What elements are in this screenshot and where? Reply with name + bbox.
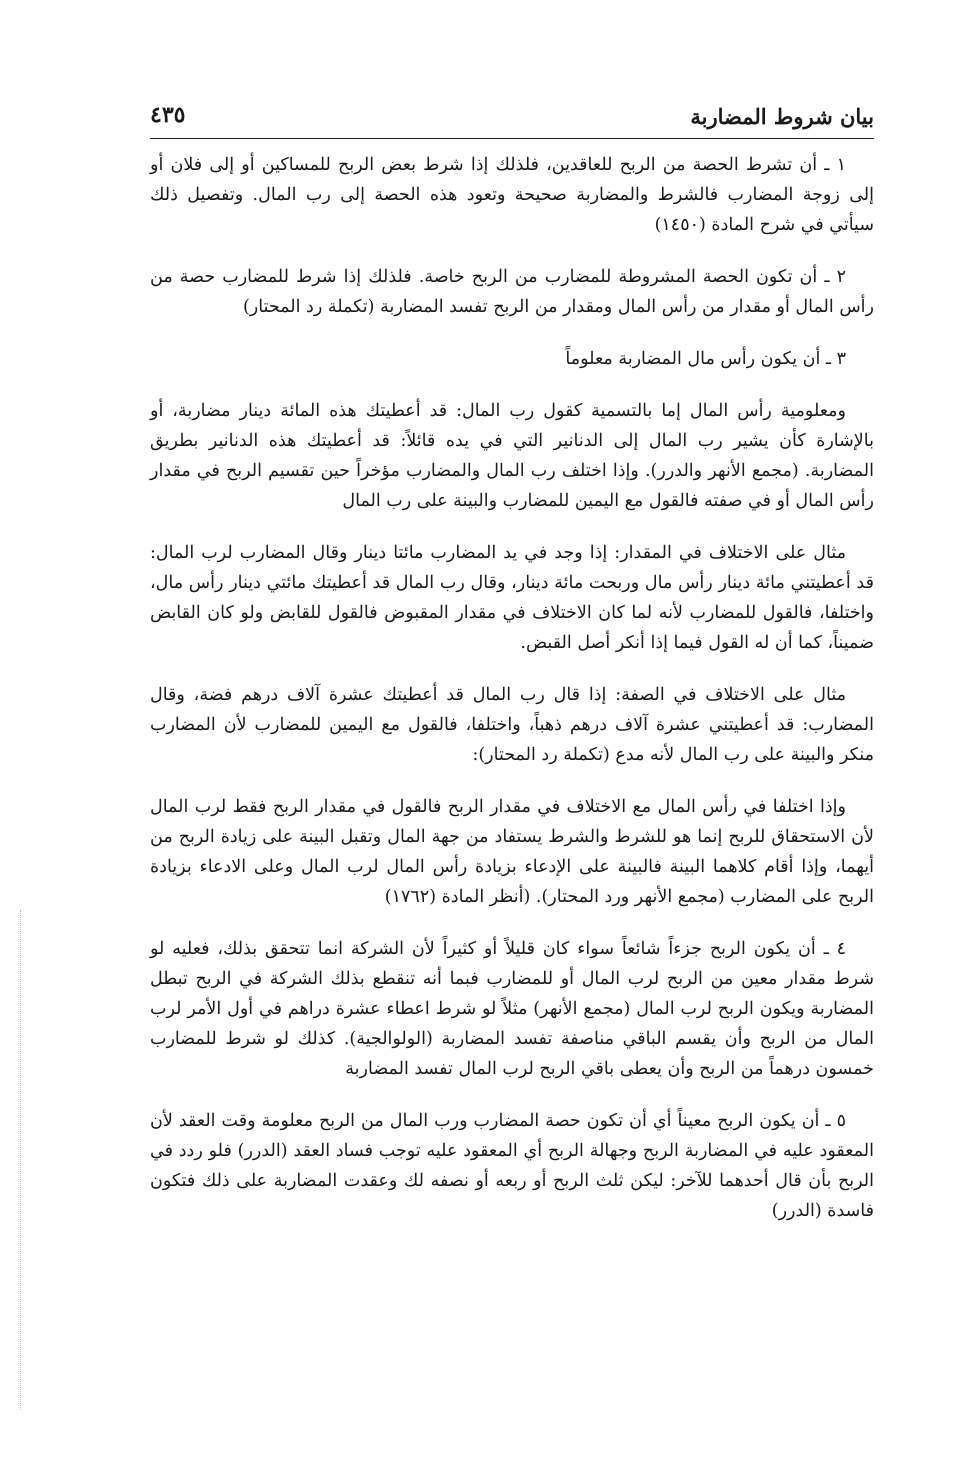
- paragraph-condition-4: ٤ ـ أن يكون الربح جزءاً شائعاً سواء كان قليلاً أو كثيراً لأن الشركة انما تتحقق بذلك، فعليه لو شرط مقدار معين من الربح لرب المال أو للمضارب فبما أنه تنقطع بذلك الشركة في الربح تبطل المضاربة ويكون الربح لرب المال (مجمع الأنهر) مثلاً لو شرط اعطاء عشرة دراهم في أول الأمر لرب المال من الربح وأن يقسم الباقي مناصفة تفسد المضاربة (الولوالجية). كذلك لو شرط للمضارب خمسون درهماً من الربح وأن يعطى باقي الربح لرب المال تفسد المضاربة: [150, 939, 874, 1079]
- margin-dotted-line: [20, 910, 23, 1410]
- paragraph-capital-known: ومعلومية رأس المال إما بالتسمية كقول رب المال: قد أعطيتك هذه المائة دينار مضاربة، أو بالإشارة كأن يشير رب المال إلى الدنانير التي في يده قائلاً: قد أعطيتك هذه الدنانير بطريق المضاربة. (مجمع الأنهر والدرر). وإذا اختلف رب المال والمضارب مؤخراً حين تقسيم الربح في مقدار رأس المال أو في صفته فالقول مع اليمين للمضارب والبينة على رب المال: [150, 401, 874, 511]
- paragraph-condition-1: ١ ـ أن تشرط الحصة من الربح للعاقدين، فلذلك إذا شرط بعض الربح للمساكين أو إلى فلان أو إلى زوجة المضارب فالشرط والمضاربة صحيحة وتعود هذه الحصة إلى رب المال. وتفصيل ذلك سيأتي في شرح المادة (١٤٥٠): [150, 155, 874, 235]
- paragraph-example-quality: مثال على الاختلاف في الصفة: إذا قال رب المال قد أعطيتك عشرة آلاف درهم فضة، وقال المضارب: قد أعطيتني عشرة آلاف درهم ذهباً، واختلفا، فالقول مع اليمين للمضارب لأن المضارب منكر والبينة على رب المال لأنه مدع (تكملة رد المحتار):: [150, 685, 874, 765]
- paragraph-condition-5: ٥ ـ أن يكون الربح معيناً أي أن تكون حصة المضارب ورب المال من الربح معلومة وقت العقد لأن المعقود عليه في المضاربة الربح وجهالة الربح أي المعقود عليه توجب فساد العقد (الدرر) فلو ردد في الربح بأن قال أحدهما للآخر: ليكن ثلث الربح أو ربعه أو نصفه لك وعقدت المضاربة على ذلك فتكون فاسدة (الدرر): [150, 1111, 874, 1221]
- paragraph-capital-profit-dispute: وإذا اختلفا في رأس المال مع الاختلاف في مقدار الربح فالقول في مقدار الربح فقط لرب المال لأن الاستحقاق للربح إنما هو للشرط والشرط يستفاد من جهة المال وتقبل البينة على زيادة الربح من أيهما، وإذا أقام كلاهما البينة فالبينة على الإدعاء بزيادة رأس المال لرب المال وعلى الادعاء بزيادة الربح على المضارب (مجمع الأنهر ورد المحتار). (أنظر المادة (١٧٦٢): [150, 797, 874, 907]
- page-number: ٤٣٥: [150, 102, 186, 128]
- body-text: [150, 150, 874, 1248]
- running-title: بيان شروط المضاربة: [690, 104, 874, 129]
- paragraph-example-amount: مثال على الاختلاف في المقدار: إذا وجد في يد المضارب مائتا دينار وقال المضارب لرب المال: قد أعطيتني مائة دينار رأس مال وربحت مائة دينار، وقال رب المال قد أعطيتك مائتي دينار رأس مال، واختلفا، فالقول للمضارب لأنه لما كان الاختلاف في مقدار المقبوض فالقول للقابض ولو كان القابض ضميناً، كما أن له القول فيما إذا أنكر أصل القبض.: [150, 543, 874, 653]
- page-header: [150, 100, 874, 134]
- paragraph-condition-3: ٣ ـ أن يكون رأس مال المضاربة معلوماً: [565, 349, 846, 369]
- header-divider: [150, 138, 874, 139]
- paragraph-condition-2: ٢ ـ أن تكون الحصة المشروطة للمضارب من الربح خاصة. فلذلك إذا شرط للمضارب حصة من رأس المال أو مقدار من رأس المال ومقدار من الربح تفسد المضاربة (تكملة رد المحتار): [150, 267, 874, 317]
